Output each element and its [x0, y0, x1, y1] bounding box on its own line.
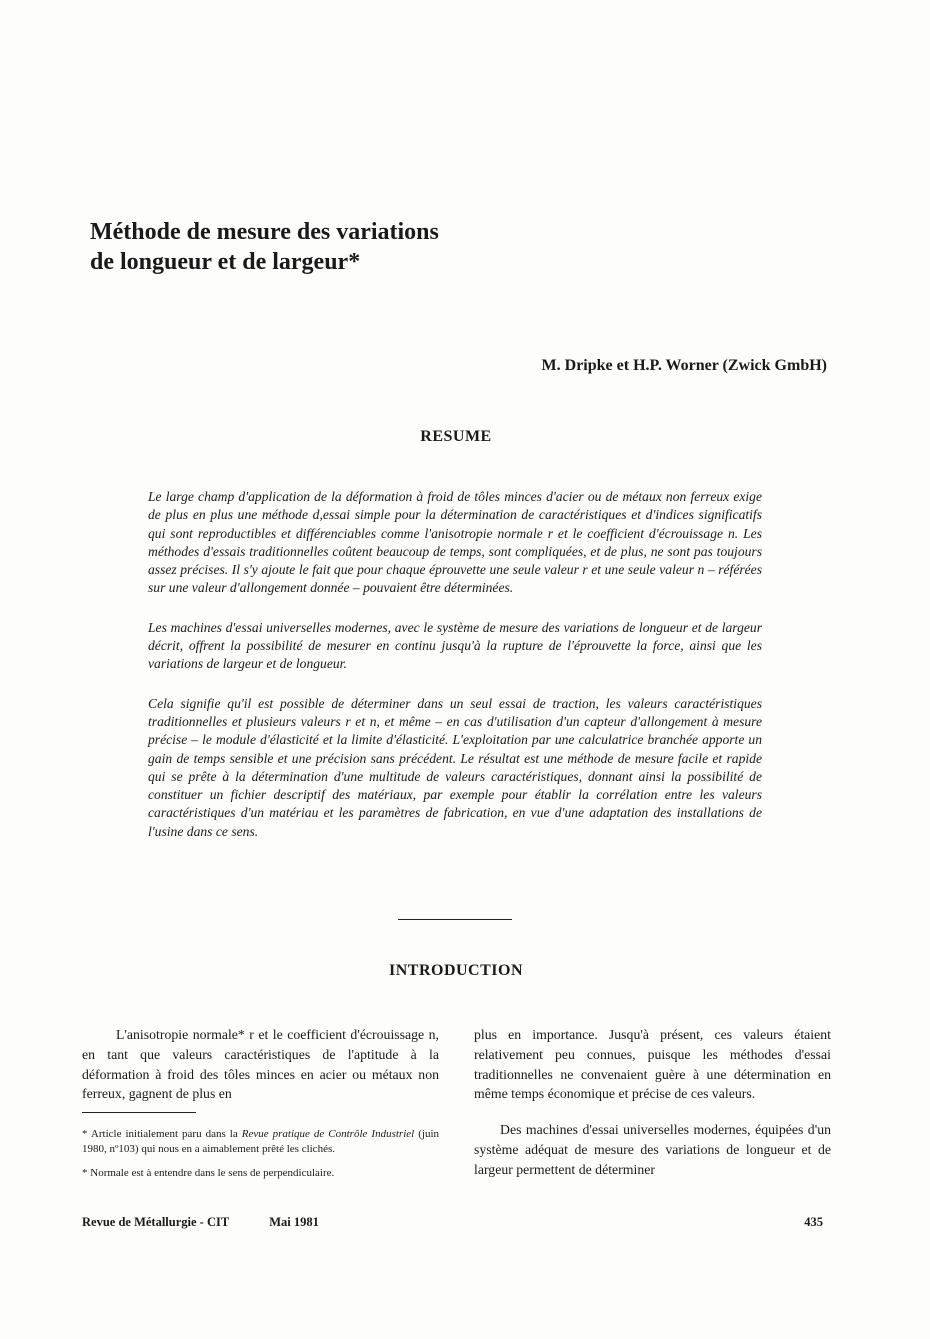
footnote-1-start: * Article initialement paru dans la	[82, 1128, 242, 1140]
introduction-heading: INTRODUCTION	[388, 962, 523, 979]
footnote-1-end: (juin 1980, nº103) qui nous en a aimablement prêté les clichés.	[82, 1128, 439, 1155]
abstract-paragraph-3: Cela signifie qu'il est possible de déterminer dans un seul essai de traction, les valeurs caractéristiques traditionnelles et plusieurs valeurs r et n, et même – en cas d'utilisation d'un capteur d'allongement à mesure précise – le module d'élasticité et la limite d'élasticité. L'exploitation par une calculatrice branchée apporte un gain de temps sensible et une précision sans précédent. Le résultat est une méthode de mesure facile et rapide qui se prête à la détermination d'une multitude de valeurs caractéristiques, donnant ainsi la possibilité de constituer un fichier descriptif des matériaux, par exemple pour établir la corrélation entre les valeurs caractéristiques d'un matériau et les paramètres de fabrication, en vue d'une adaptation des installations de l'usine dans ce sens.	[148, 695, 762, 839]
article-title	[90, 217, 610, 277]
intro-paragraph-right-2: Des machines d'essai universelles modernes, équipées d'un système adéquat de mesure des variations de longueur et de largeur permettent de déterminer	[474, 1122, 831, 1177]
footnote-1-journal: Revue pratique de Contrôle Industriel	[241, 1128, 415, 1140]
footnote-divider	[82, 1112, 196, 1113]
abstract-paragraph-2: Les machines d'essai universelles modernes, avec le système de mesure des variations de longueur et de largeur décrit, offrent la possibilité de mesurer en continu jusqu'à la rupture de l'éprouvette la force, ainsi que les variations de largeur et de longueur.	[148, 619, 762, 672]
right-column	[474, 1025, 831, 1180]
footer-date: Mai 1981	[269, 1215, 319, 1229]
footnotes	[82, 1127, 439, 1190]
authors: M. Dripke et H.P. Worner (Zwick GmbH)	[541, 357, 827, 374]
title-line-2: de longueur et de largeur*	[90, 249, 361, 275]
section-divider	[398, 919, 512, 920]
resume-heading: RESUME	[420, 428, 492, 445]
page-number: 435	[804, 1215, 823, 1229]
abstract-paragraph-1: Le large champ d'application de la déformation à froid de tôles minces d'acier ou de métaux non ferreux exige de plus en plus une méthode d,essai simple pour la détermination de caractéristiques et d'indices significatifs qui sont reproductibles et différenciables comme l'anisotropie normale r et le coefficient d'écrouissage n. Les méthodes d'essais traditionnelles coûtent beaucoup de temps, sont compliquées, et de plus, ne sont pas toujours assez précises. Il s'y ajoute le fait que pour chaque éprouvette une seule valeur r et une seule valeur n – référées sur une valeur d'allongement donnée – pouvaient être déterminées.	[148, 489, 762, 596]
title-line-1: Méthode de mesure des variations	[90, 219, 439, 245]
intro-paragraph-left: L'anisotropie normale* r et le coefficient d'écrouissage n, en tant que valeurs caractéristiques de l'aptitude à la déformation à froid des tôles minces en acier ou métaux non ferreux, gagnent de plus en	[82, 1027, 439, 1102]
footnote-2: * Normale est à entendre dans le sens de perpendiculaire.	[82, 1167, 335, 1179]
left-column	[82, 1025, 439, 1104]
footer-journal	[82, 1215, 319, 1230]
abstract	[148, 488, 762, 841]
footnote-1	[82, 1127, 439, 1157]
footer-journal-name: Revue de Métallurgie - CIT	[82, 1215, 230, 1229]
intro-paragraph-right-1: plus en importance. Jusqu'à présent, ces valeurs étaient relativement peu connues, puisque les méthodes d'essai traditionnelles ne convenaient guère à une détermination en même temps économique et précise de ces valeurs.	[474, 1027, 831, 1102]
